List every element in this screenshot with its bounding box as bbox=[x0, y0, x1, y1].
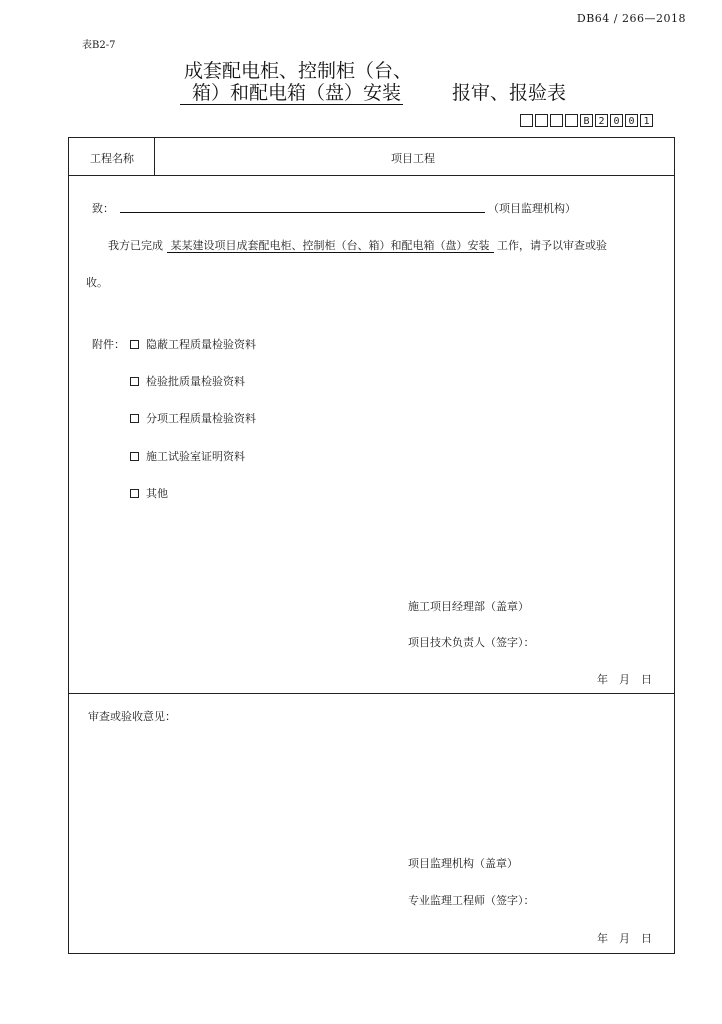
divider-project-row bbox=[68, 175, 675, 176]
contractor-seal-label: 施工项目经理部（盖章） bbox=[408, 600, 529, 613]
code-box: B bbox=[580, 114, 593, 127]
addressee-org: （项目监理机构） bbox=[488, 202, 576, 215]
form-title-underlined: 箱）和配电箱（盘）安装 bbox=[180, 82, 403, 105]
attachment-label: 施工试验室证明资料 bbox=[146, 450, 245, 463]
code-box[interactable] bbox=[550, 114, 563, 127]
review-opinion-label: 审查或验收意见： bbox=[88, 710, 176, 723]
checkbox[interactable] bbox=[130, 489, 139, 498]
code-box: 2 bbox=[595, 114, 608, 127]
code-box: 1 bbox=[640, 114, 653, 127]
form-frame bbox=[68, 137, 675, 954]
code-box[interactable] bbox=[520, 114, 533, 127]
divider-project-label bbox=[154, 137, 155, 175]
divider-review-section bbox=[68, 693, 675, 694]
form-code-boxes bbox=[520, 114, 653, 127]
attachment-item bbox=[130, 336, 256, 352]
statement-continuation: 收。 bbox=[86, 276, 108, 289]
attachment-label: 隐蔽工程质量检验资料 bbox=[146, 338, 256, 351]
review-date[interactable]: 年 月 日 bbox=[597, 932, 652, 945]
attachment-label: 检验批质量检验资料 bbox=[146, 375, 245, 388]
form-title-line1: 成套配电柜、控制柜（台、 bbox=[184, 60, 413, 82]
form-title-suffix: 报审、报验表 bbox=[452, 82, 567, 104]
checkbox[interactable] bbox=[130, 340, 139, 349]
attachment-label: 分项工程质量检验资料 bbox=[146, 412, 256, 425]
submission-date[interactable]: 年 月 日 bbox=[597, 673, 652, 686]
addressee-field[interactable] bbox=[120, 212, 485, 213]
project-name-label: 工程名称 bbox=[90, 152, 134, 165]
checkbox[interactable] bbox=[130, 414, 139, 423]
attachment-item bbox=[130, 485, 168, 501]
tech-lead-signature-label: 项目技术负责人（签字）： bbox=[408, 636, 535, 649]
work-item-field[interactable]: 某某建设项目成套配电柜、控制柜（台、箱）和配电箱（盘）安装 bbox=[167, 239, 494, 253]
statement-suffix: 工作，请予以审查或验 bbox=[497, 239, 607, 252]
checkbox[interactable] bbox=[130, 377, 139, 386]
code-box[interactable] bbox=[565, 114, 578, 127]
completion-statement bbox=[108, 237, 607, 253]
standard-number: DB64 / 266—2018 bbox=[576, 12, 686, 25]
engineer-signature-label: 专业监理工程师（签字）： bbox=[408, 894, 535, 907]
form-title-line2 bbox=[180, 82, 403, 104]
supervisor-seal-label: 项目监理机构（盖章） bbox=[408, 857, 518, 870]
form-number: 表B2-7 bbox=[82, 40, 116, 51]
attachment-item bbox=[130, 373, 245, 389]
project-name-value[interactable]: 项目工程 bbox=[391, 152, 435, 165]
attachments-label: 附件： bbox=[92, 338, 125, 351]
attachment-item bbox=[130, 410, 256, 426]
code-box: 0 bbox=[610, 114, 623, 127]
code-box[interactable] bbox=[535, 114, 548, 127]
attachment-item bbox=[130, 448, 245, 464]
attachment-label: 其他 bbox=[146, 487, 168, 500]
checkbox[interactable] bbox=[130, 452, 139, 461]
statement-prefix: 我方已完成 bbox=[108, 239, 163, 252]
code-box: 0 bbox=[625, 114, 638, 127]
addressee-label: 致： bbox=[92, 202, 114, 215]
